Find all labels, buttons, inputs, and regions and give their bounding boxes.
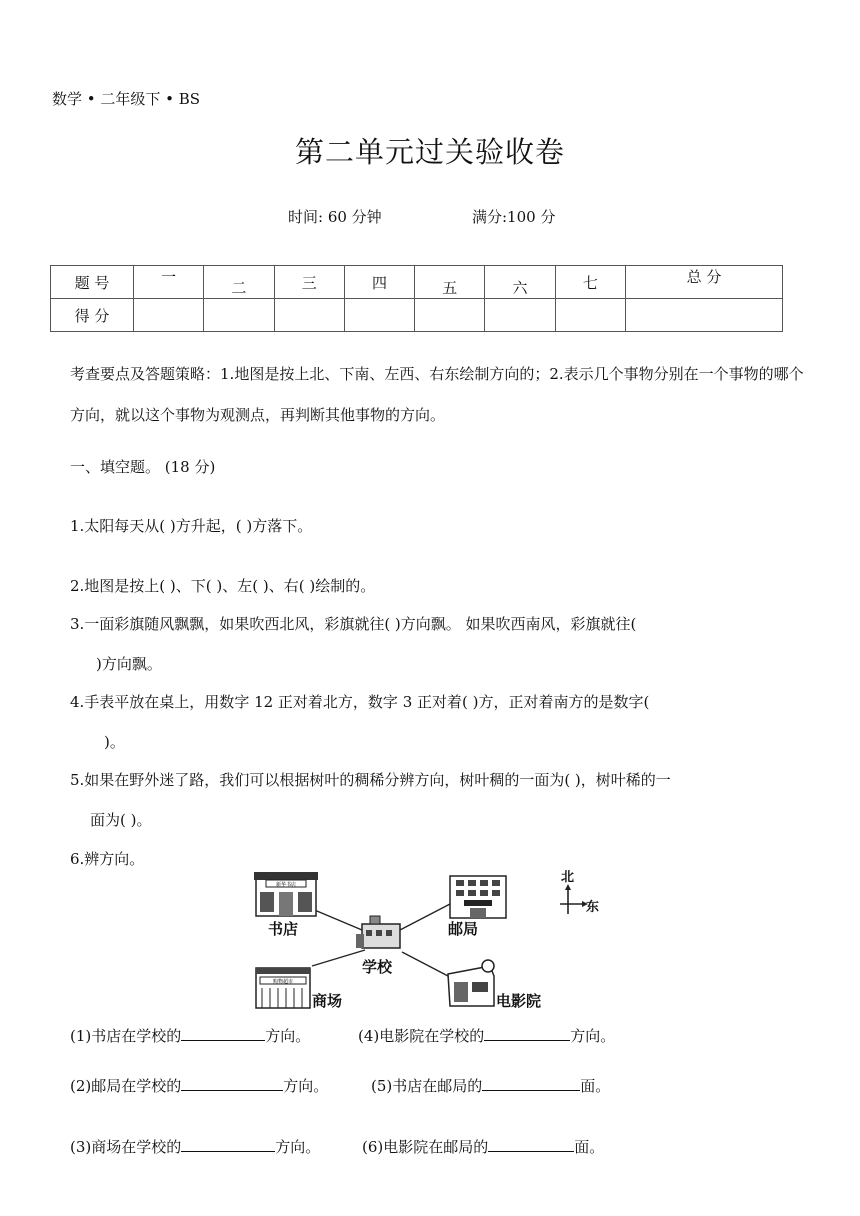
map-illustration: [250, 868, 610, 1014]
sub-question-5: [371, 1075, 610, 1096]
page-title: 第二单元过关验收卷: [294, 135, 565, 169]
bookstore-sign: 新华书店: [275, 882, 297, 888]
post-office-label: 邮局: [448, 920, 479, 938]
question-number-row: [51, 266, 783, 299]
cinema-building-icon: [448, 960, 494, 1006]
sub-question-4-end: 方向。: [570, 1027, 616, 1045]
sub-question-2-end: 方向。: [283, 1077, 329, 1095]
school-label: 学校: [362, 958, 393, 976]
answer-blank[interactable]: [181, 1137, 275, 1152]
mall-label: 商场: [312, 992, 343, 1010]
bookstore-label: 书店: [268, 920, 299, 938]
score-row: [51, 299, 783, 332]
answer-blank[interactable]: [484, 1026, 570, 1041]
answer-blank[interactable]: [488, 1137, 574, 1152]
compass-north-label: 北: [561, 870, 575, 885]
sub-question-1-text: (1)书店在学校的: [70, 1027, 182, 1045]
score-cell[interactable]: [134, 299, 204, 332]
sub-question-4-text: (4)电影院在学校的: [358, 1027, 485, 1045]
sub-question-3: [70, 1136, 320, 1157]
question-2: 2.地图是按上( )、下( )、左( )、右( )绘制的。: [70, 577, 376, 595]
cinema-label: 电影院: [496, 992, 542, 1010]
score-cell[interactable]: [625, 299, 782, 332]
sub-question-2-text: (2)邮局在学校的: [70, 1077, 182, 1095]
sub-question-3-text: (3)商场在学校的: [70, 1138, 182, 1156]
answer-blank[interactable]: [181, 1026, 265, 1041]
sub-question-2: [70, 1075, 328, 1096]
sub-question-1-end: 方向。: [265, 1027, 311, 1045]
subject-grade-label: 数学 • 二年级下 • BS: [52, 90, 201, 108]
bookstore-building-icon: [254, 872, 318, 916]
sub-question-6-text: (6)电影院在邮局的: [362, 1138, 489, 1156]
score-cell[interactable]: [415, 299, 485, 332]
section-heading: 一、填空题。 (18 分): [70, 458, 216, 476]
column-header: 一: [134, 266, 204, 299]
question-3-line-1: 3.一面彩旗随风飘飘，如果吹西北风，彩旗就往( )方向飘。 如果吹西南风，彩旗就往(: [70, 615, 637, 633]
sub-question-5-text: (5)书店在邮局的: [371, 1077, 483, 1095]
column-header: 六: [485, 266, 555, 299]
score-cell[interactable]: [204, 299, 274, 332]
mall-building-icon: [256, 968, 310, 1008]
row-label: 题 号: [51, 266, 134, 299]
sub-question-6-end: 面。: [574, 1138, 605, 1156]
sub-question-5-end: 面。: [580, 1077, 611, 1095]
sub-question-4: [358, 1025, 615, 1046]
score-cell[interactable]: [274, 299, 344, 332]
column-header: 总 分: [625, 266, 782, 299]
score-cell[interactable]: [485, 299, 555, 332]
question-4-line-2: )。: [104, 733, 125, 751]
question-4-line-1: 4.手表平放在桌上，用数字 12 正对着北方，数字 3 正对着( )方，正对着南方的是数字(: [70, 693, 650, 711]
question-5-line-2: 面为( )。: [90, 811, 152, 829]
school-building-icon: [356, 916, 400, 948]
answer-blank[interactable]: [181, 1076, 283, 1091]
sub-question-6: [362, 1136, 604, 1157]
post-office-building-icon: [450, 876, 506, 918]
question-5-line-1: 5.如果在野外迷了路，我们可以根据树叶的稠稀分辨方向，树叶稠的一面为( )，树叶稀的一: [70, 771, 671, 789]
compass-east-label: 东: [586, 900, 600, 915]
direction-map: [250, 868, 610, 1014]
sub-question-1: [70, 1025, 310, 1046]
column-header: 五: [415, 266, 485, 299]
question-3-line-2: )方向飘。: [96, 655, 162, 673]
score-cell[interactable]: [555, 299, 625, 332]
row-label: 得 分: [51, 299, 134, 332]
sub-question-3-end: 方向。: [275, 1138, 321, 1156]
exam-time: 时间: 60 分钟: [288, 208, 382, 226]
column-header: 四: [344, 266, 414, 299]
score-table: [50, 265, 783, 332]
column-header: 七: [555, 266, 625, 299]
score-cell[interactable]: [344, 299, 414, 332]
full-score: 满分:100 分: [472, 208, 556, 226]
mall-sign: 购物超市: [272, 979, 294, 985]
question-1: 1.太阳每天从( )方升起，( )方落下。: [70, 517, 313, 535]
compass-icon: [560, 884, 588, 914]
answer-blank[interactable]: [482, 1076, 580, 1091]
column-header: 二: [204, 266, 274, 299]
exam-strategy-note: 考查要点及答题策略：1.地图是按上北、下南、左西、右东绘制方向的；2.表示几个事物分别在一个事物的哪个方向，就以这个事物为观测点，再判断其他事物的方向。: [70, 365, 804, 424]
column-header: 三: [274, 266, 344, 299]
question-6: 6.辨方向。: [70, 850, 145, 868]
